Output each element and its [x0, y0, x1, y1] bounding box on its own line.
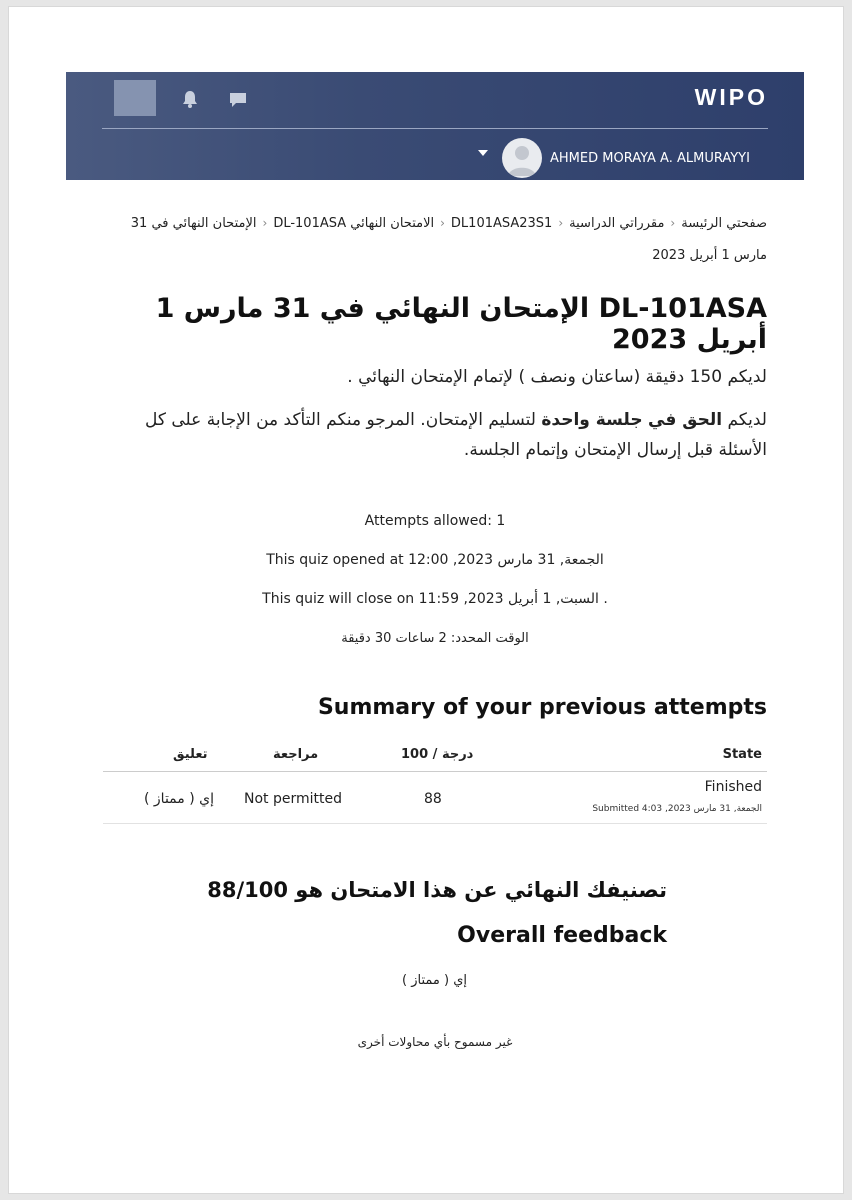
intro-text-session	[103, 405, 767, 465]
quiz-closes: This quiz will close on السبت, 1 أبريل 2023, 11:59 .	[262, 591, 608, 607]
intro-text-suffix: لتسليم الإمتحان. المرجو منكم التأكد من الإجابة على كل الأسئلة قبل إرسال الإمتحان وإتمام الجلسة.	[145, 410, 767, 460]
site-header	[66, 72, 804, 180]
chevron-left-icon: ‹	[558, 216, 564, 230]
header-divider	[102, 128, 768, 129]
column-review: مراجعة	[273, 747, 319, 762]
no-more-attempts: غير مسموح بأي محاولات أخرى	[357, 1035, 513, 1049]
chat-icon[interactable]	[228, 91, 248, 109]
page-title: DL-101ASA الإمتحان النهائي في 31 مارس 1 أبريل 2023	[155, 293, 767, 355]
chevron-left-icon: ‹	[440, 216, 445, 230]
quiz-opened: This quiz opened at الجمعة, 31 مارس 2023, 12:00	[266, 552, 604, 568]
intro-text-prefix: لديكم	[722, 410, 767, 430]
chevron-left-icon: ‹	[670, 216, 676, 230]
final-grade: تصنيفك النهائي عن هذا الامتحان هو 88/100	[207, 878, 667, 902]
user-menu-name[interactable]: AHMED MORAYA A. ALMURAYYI	[550, 151, 750, 166]
user-icon	[502, 138, 542, 178]
attempt-submitted: Submitted الجمعة, 31 مارس 2023, 4:03	[592, 804, 762, 814]
overall-feedback-heading: Overall feedback	[457, 923, 667, 948]
intro-text-bold-right: الحق في	[648, 410, 723, 430]
overall-feedback-text: إي ( ممتاز )	[402, 973, 467, 988]
breadcrumb-item-quiz[interactable]: الإمتحان النهائي في 31 مارس 1 أبريل 2023	[130, 216, 767, 263]
breadcrumb-item-course[interactable]: DL101ASA23S1	[450, 216, 553, 231]
attempt-feedback: إي ( ممتاز )	[144, 791, 214, 807]
breadcrumb	[103, 207, 767, 272]
column-state: State	[722, 747, 762, 762]
table-row	[103, 773, 767, 824]
column-feedback: تعليق	[173, 747, 208, 762]
brand-logo[interactable]: WIPO	[694, 84, 768, 110]
avatar[interactable]	[502, 138, 542, 178]
breadcrumb-item-home[interactable]: صفحتي الرئيسة	[681, 216, 767, 231]
summary-heading: Summary of your previous attempts	[317, 695, 767, 720]
bell-icon[interactable]	[180, 89, 200, 109]
chevron-down-icon[interactable]	[478, 150, 488, 156]
column-grade: درجة / 100	[401, 747, 474, 762]
page-sheet	[8, 6, 844, 1194]
time-limit: الوقت المحدد: 2 ساعات 30 دقيقة	[341, 631, 529, 646]
breadcrumb-item-courses[interactable]: مقرراتي الدراسية	[569, 216, 665, 231]
attempt-review: Not permitted	[244, 791, 342, 807]
intro-text-bold-session: جلسة واحدة	[541, 410, 643, 430]
breadcrumb-item-section[interactable]: الامتحان النهائي DL-101ASA	[273, 216, 435, 231]
chevron-left-icon: ‹	[262, 216, 268, 230]
attempts-table-header	[103, 745, 767, 772]
attempts-allowed: Attempts allowed: 1	[364, 513, 506, 529]
intro-text-duration: لديكم 150 دقيقة (ساعتان ونصف ) لإتمام الإمتحان النهائي .	[347, 367, 767, 387]
attempt-grade: 88	[424, 791, 442, 807]
block-toggle-button[interactable]	[114, 80, 156, 116]
attempt-state: Finished	[704, 779, 762, 795]
